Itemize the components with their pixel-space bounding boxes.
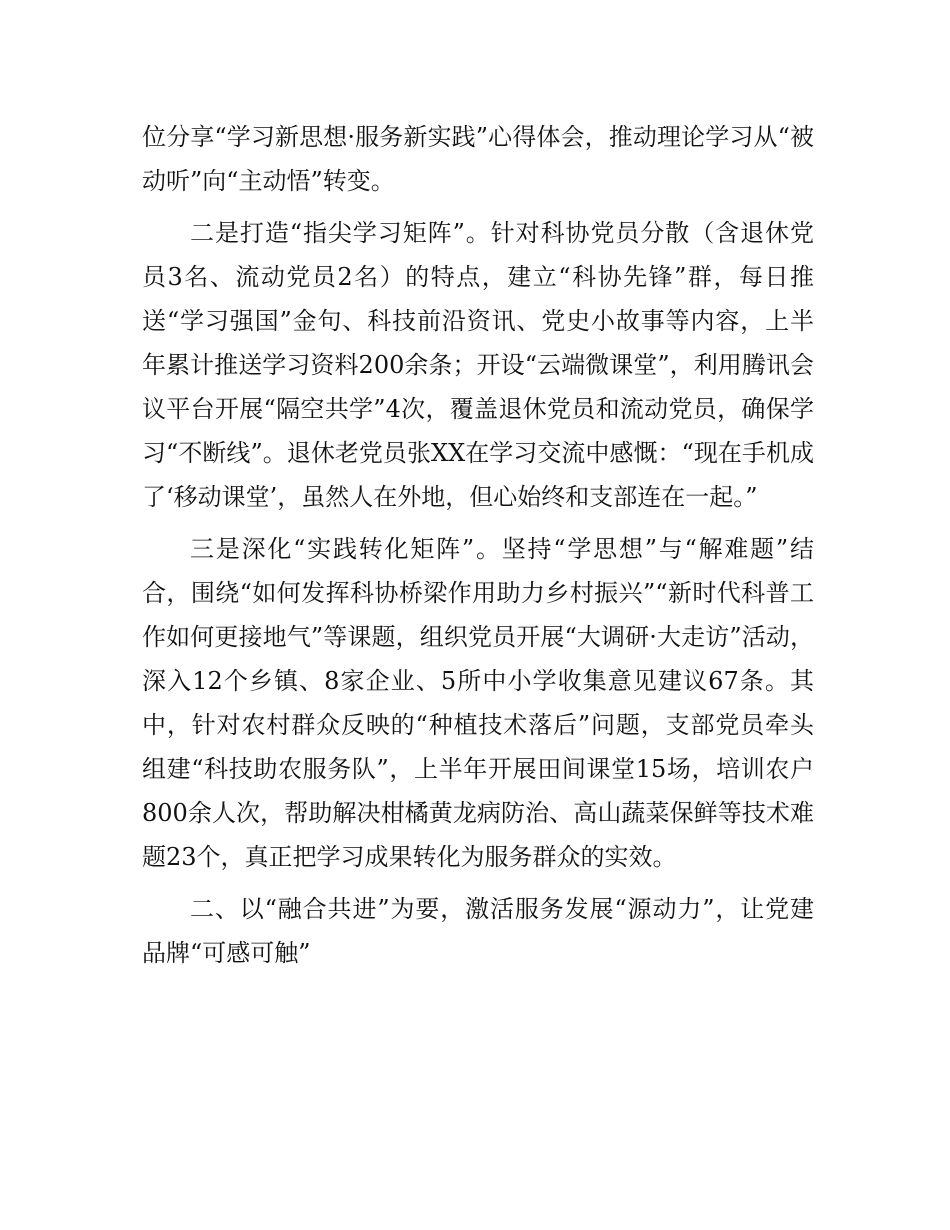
document-body (142, 115, 814, 975)
section-heading-integration: 二、以“融合共进”为要，激活服务发展“源动力”，让党建品牌“可感可触” (142, 895, 814, 967)
paragraph-practice-transformation: 三是深化“实践转化矩阵”。坚持“学思想”与“解难题”结合，围绕“如何发挥科协桥梁作用助力乡村振兴”“新时代科普工作如何更接地气”等课题，组织党员开展“大调研·大走访”活动，深入12个乡镇、8家企业、5所中小学收集意见建议67条。其中，针对农村群众反映的“种植技术落后”问题，支部党员牵头组建“科技助农服务队”，上半年开展田间课堂15场，培训农户800余人次，帮助解决柑橘黄龙病防治、高山蔬菜保鲜等技术难题23个，真正把学习成果转化为服务群众的实效。 (142, 535, 814, 871)
paragraph-continuation: 位分享“学习新思想·服务新实践”心得体会，推动理论学习从“被动听”向“主动悟”转变。 (142, 123, 814, 195)
paragraph-fingertip-learning: 二是打造“指尖学习矩阵”。针对科协党员分散（含退休党员3名、流动党员2名）的特点，建立“科协先锋”群，每日推送“学习强国”金句、科技前沿资讯、党史小故事等内容，上半年累计推送学习资料200余条；开设“云端微课堂”，利用腾讯会议平台开展“隔空共学”4次，覆盖退休党员和流动党员，确保学习“不断线”。退休老党员张XX在学习交流中感慨：“现在手机成了‘移动课堂’，虽然人在外地，但心始终和支部连在一起。” (142, 219, 814, 511)
